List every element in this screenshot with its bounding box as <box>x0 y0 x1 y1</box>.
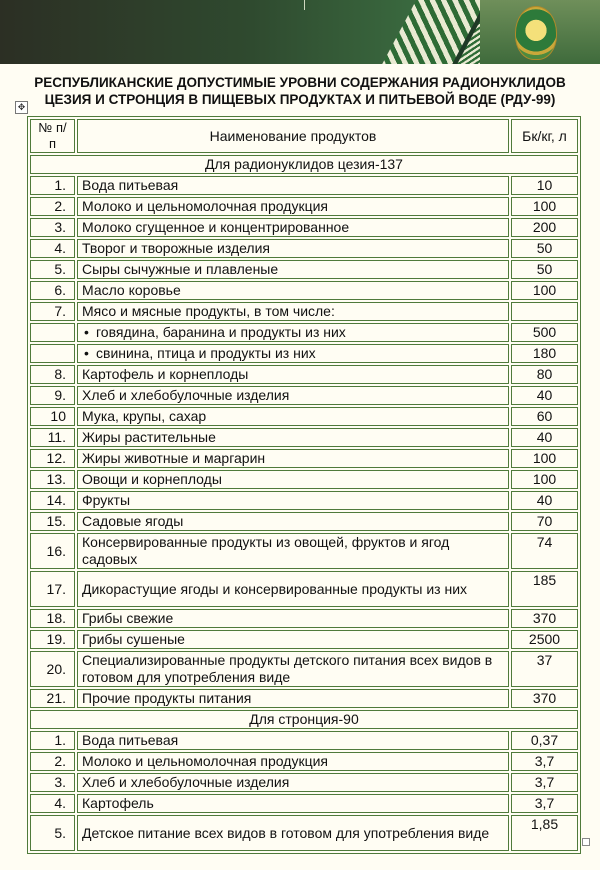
table-row <box>30 533 578 569</box>
table-row <box>30 365 578 384</box>
product-name <box>77 323 509 342</box>
limit-value: 100 <box>511 197 578 216</box>
table-row <box>30 609 578 628</box>
table-row <box>30 571 578 607</box>
table-row <box>30 302 578 321</box>
product-name: Творог и творожные изделия <box>77 239 509 258</box>
row-number: 13. <box>30 470 75 489</box>
row-number: 19. <box>30 630 75 649</box>
title-line-1: РЕСПУБЛИКАНСКИЕ ДОПУСТИМЫЕ УРОВНИ СОДЕРЖАНИЯ РАДИОНУКЛИДОВ <box>34 75 566 90</box>
product-name: Фрукты <box>77 491 509 510</box>
bullet-icon: • <box>84 345 89 361</box>
row-number: 3. <box>30 218 75 237</box>
row-number: 2. <box>30 752 75 771</box>
limit-value: 3,7 <box>511 794 578 813</box>
row-number: 1. <box>30 731 75 750</box>
limit-value: 370 <box>511 689 578 708</box>
product-name: Сыры сычужные и плавленые <box>77 260 509 279</box>
table-row <box>30 323 578 342</box>
table-row <box>30 407 578 426</box>
product-name: Молоко сгущенное и концентрированное <box>77 218 509 237</box>
table-body <box>30 119 578 851</box>
table-row <box>30 491 578 510</box>
row-number: 20. <box>30 651 75 687</box>
product-name: Хлеб и хлебобулочные изделия <box>77 386 509 405</box>
limit-value: 100 <box>511 281 578 300</box>
table-row <box>30 651 578 687</box>
product-name: Консервированные продукты из овощей, фруктов и ягод садовых <box>77 533 509 569</box>
coat-of-arms-emblem-icon <box>515 6 557 60</box>
table-row <box>30 449 578 468</box>
limit-value: 185 <box>511 571 578 607</box>
table-row <box>30 512 578 531</box>
row-number: 1. <box>30 176 75 195</box>
product-name: Хлеб и хлебобулочные изделия <box>77 773 509 792</box>
section-title: Для радионуклидов цезия-137 <box>30 155 578 174</box>
limit-value: 50 <box>511 239 578 258</box>
table-row <box>30 689 578 708</box>
row-number: 8. <box>30 365 75 384</box>
table-row <box>30 281 578 300</box>
row-number: 5. <box>30 260 75 279</box>
section-title: Для стронция-90 <box>30 710 578 729</box>
table-row <box>30 176 578 195</box>
product-name: Дикорастущие ягоды и консервированные продукты из них <box>77 571 509 607</box>
row-number: 15. <box>30 512 75 531</box>
row-number: 4. <box>30 239 75 258</box>
row-number <box>30 323 75 342</box>
table-row <box>30 218 578 237</box>
product-name: Вода питьевая <box>77 176 509 195</box>
row-number <box>30 344 75 363</box>
table-row <box>30 344 578 363</box>
limit-value: 200 <box>511 218 578 237</box>
product-name: Вода питьевая <box>77 731 509 750</box>
product-name: Прочие продукты питания <box>77 689 509 708</box>
limit-value: 3,7 <box>511 752 578 771</box>
product-name: Грибы сушеные <box>77 630 509 649</box>
limit-value: 74 <box>511 533 578 569</box>
table-move-handle-icon[interactable]: ✥ <box>15 101 28 114</box>
product-name-text: говядина, баранина и продукты из них <box>96 324 346 340</box>
product-name: Овощи и корнеплоды <box>77 470 509 489</box>
table-row <box>30 630 578 649</box>
limit-value: 40 <box>511 491 578 510</box>
limit-value: 180 <box>511 344 578 363</box>
table-row <box>30 752 578 771</box>
product-name-text: свинина, птица и продукты из них <box>96 345 316 361</box>
table-row <box>30 428 578 447</box>
product-name: Садовые ягоды <box>77 512 509 531</box>
row-number: 4. <box>30 794 75 813</box>
limit-value: 2500 <box>511 630 578 649</box>
page-title <box>0 74 600 108</box>
table-row <box>30 239 578 258</box>
product-name: Картофель <box>77 794 509 813</box>
limit-value: 1,85 <box>511 815 578 851</box>
limit-value: 3,7 <box>511 773 578 792</box>
header-unit: Бк/кг, л <box>511 119 578 153</box>
product-name: Грибы свежие <box>77 609 509 628</box>
row-number: 3. <box>30 773 75 792</box>
table-row <box>30 386 578 405</box>
limit-value: 80 <box>511 365 578 384</box>
limit-value: 70 <box>511 512 578 531</box>
radionuclide-table <box>27 116 581 854</box>
row-number: 11. <box>30 428 75 447</box>
row-number: 21. <box>30 689 75 708</box>
header-banner <box>0 0 600 64</box>
limit-value <box>511 302 578 321</box>
row-number: 18. <box>30 609 75 628</box>
row-number: 12. <box>30 449 75 468</box>
limit-value: 100 <box>511 470 578 489</box>
product-name: Жиры растительные <box>77 428 509 447</box>
limit-value: 500 <box>511 323 578 342</box>
product-name: Жиры животные и маргарин <box>77 449 509 468</box>
table-row <box>30 731 578 750</box>
limit-value: 37 <box>511 651 578 687</box>
header-product-name: Наименование продуктов <box>77 119 509 153</box>
product-name: Детское питание всех видов в готовом для употребления виде <box>77 815 509 851</box>
table-row <box>30 470 578 489</box>
row-number: 2. <box>30 197 75 216</box>
row-number: 17. <box>30 571 75 607</box>
product-name <box>77 344 509 363</box>
table-row <box>30 773 578 792</box>
row-number: 7. <box>30 302 75 321</box>
bullet-icon: • <box>84 324 89 340</box>
table-row <box>30 260 578 279</box>
banner-divider <box>304 0 305 10</box>
limit-value: 10 <box>511 176 578 195</box>
product-name: Молоко и цельномолочная продукция <box>77 752 509 771</box>
limit-value: 100 <box>511 449 578 468</box>
table-row <box>30 815 578 851</box>
header-number: № п/п <box>30 119 75 153</box>
table-resize-handle-icon[interactable] <box>582 838 590 846</box>
product-name: Картофель и корнеплоды <box>77 365 509 384</box>
table-row <box>30 197 578 216</box>
limit-value: 50 <box>511 260 578 279</box>
limit-value: 40 <box>511 428 578 447</box>
product-name: Мясо и мясные продукты, в том числе: <box>77 302 509 321</box>
section-header-row <box>30 155 578 174</box>
product-name: Молоко и цельномолочная продукция <box>77 197 509 216</box>
section-header-row <box>30 710 578 729</box>
title-line-2: ЦЕЗИЯ И СТРОНЦИЯ В ПИЩЕВЫХ ПРОДУКТАХ И ПИТЬЕВОЙ ВОДЕ (РДУ-99) <box>44 92 556 107</box>
row-number: 10 <box>30 407 75 426</box>
banner-gradient <box>0 0 420 64</box>
limit-value: 40 <box>511 386 578 405</box>
limit-value: 60 <box>511 407 578 426</box>
product-name: Специализированные продукты детского питания всех видов в готовом для употребления виде <box>77 651 509 687</box>
limit-value: 0,37 <box>511 731 578 750</box>
limit-value: 370 <box>511 609 578 628</box>
table-row <box>30 794 578 813</box>
row-number: 16. <box>30 533 75 569</box>
row-number: 14. <box>30 491 75 510</box>
product-name: Мука, крупы, сахар <box>77 407 509 426</box>
row-number: 6. <box>30 281 75 300</box>
table-header-row <box>30 119 578 153</box>
product-name: Масло коровье <box>77 281 509 300</box>
row-number: 9. <box>30 386 75 405</box>
row-number: 5. <box>30 815 75 851</box>
